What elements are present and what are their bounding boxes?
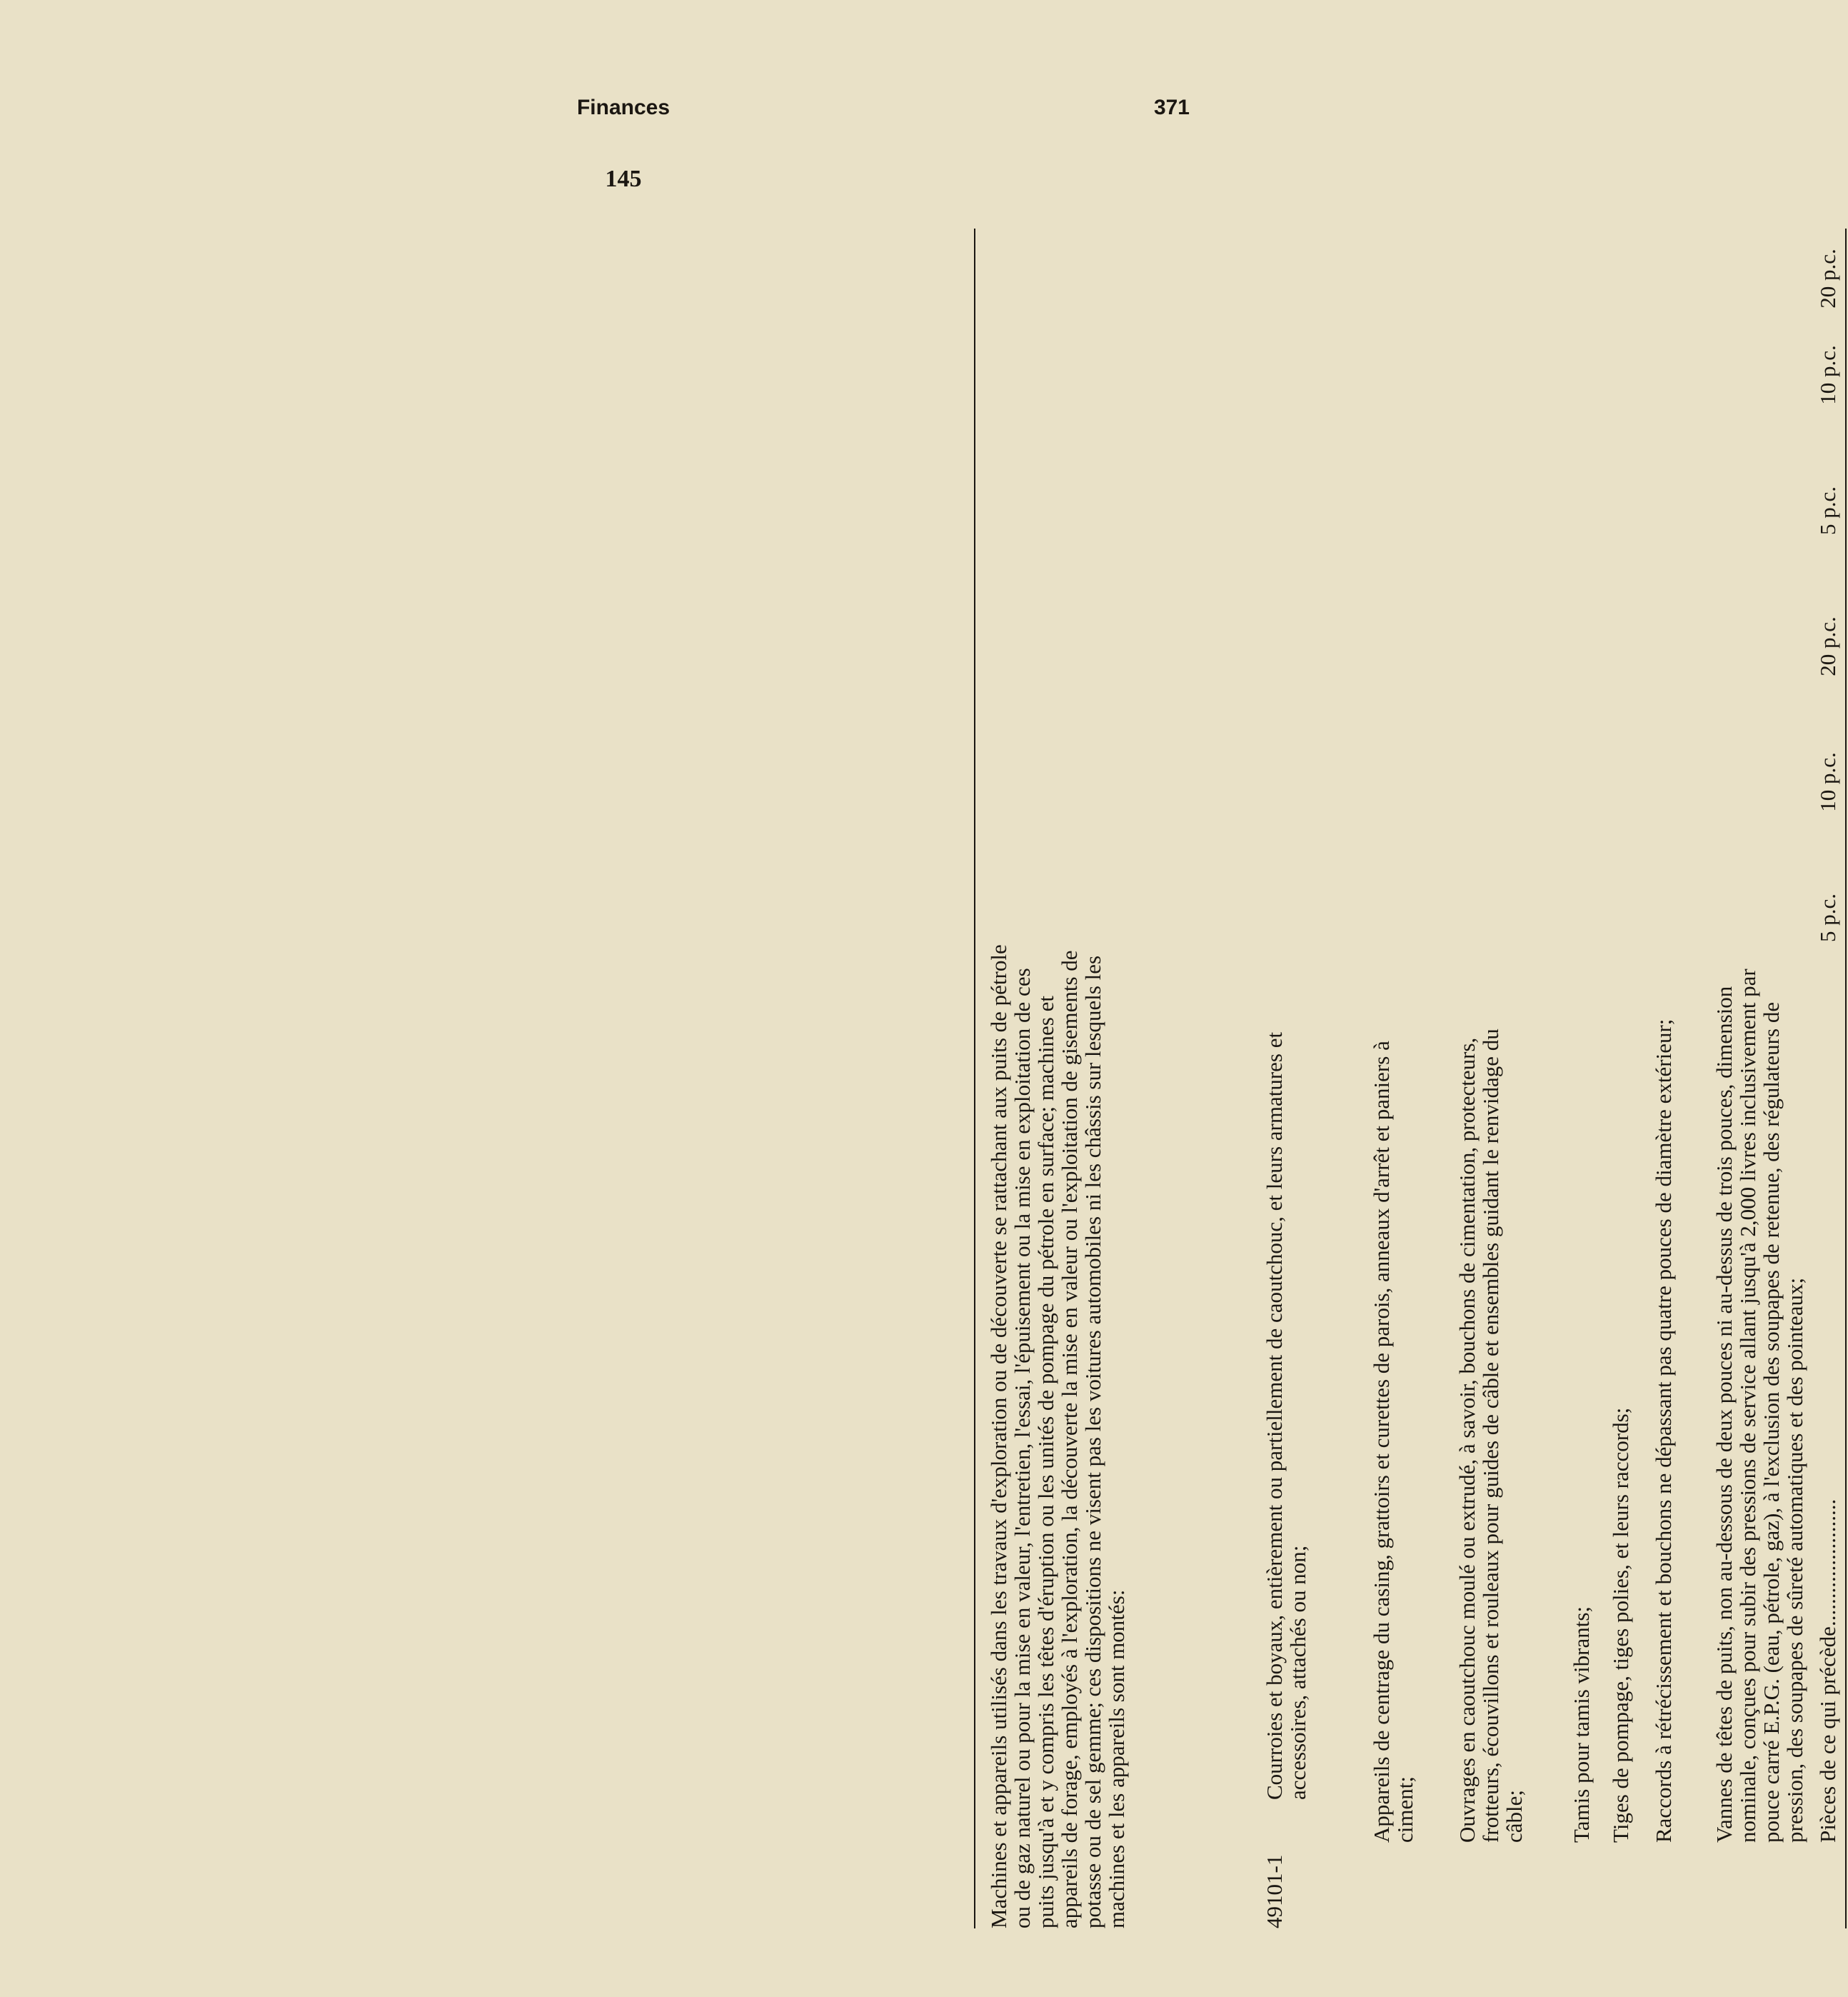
rate-cell: 10 p.c. xyxy=(1815,752,1840,812)
item-text: Ouvrages en caoutchouc moulé ou extrudé, à savoir, bouchons de cimentation, protecteurs, frotteurs, écouvillons et rouleaux pour guides de câble et ensembles guidant le renvidage du câble; xyxy=(1455,1028,1527,1843)
parts-label: Pièces de ce qui précède....................... xyxy=(1815,1498,1840,1843)
table-rule-top xyxy=(974,229,975,1928)
rotated-tariff-table xyxy=(970,229,1848,1928)
item-text: Raccords à rétrécissement et bouchons ne dépassant pas quatre pouces de diamètre extérieur; xyxy=(1651,1018,1676,1843)
item-text: Courroies et boyaux, entièrement ou partiellement de caoutchouc, et leurs armatures et accessoires, attachés ou non; xyxy=(1262,1031,1310,1800)
tariff-code: 49101-1 xyxy=(1262,1854,1287,1928)
rate-cell: 10 p.c. xyxy=(1815,345,1840,405)
rate-cell: 5 p.c. xyxy=(1815,486,1840,536)
section-number: 145 xyxy=(605,166,642,192)
rate-cell: 5 p.c. xyxy=(1815,894,1840,943)
rate-cell: 20 p.c. xyxy=(1815,616,1840,676)
item-text: Tiges de pompage, tiges polies, et leurs raccords; xyxy=(1608,1407,1633,1843)
page-number: 371 xyxy=(1153,96,1190,119)
running-header-title: Finances xyxy=(576,96,671,119)
table-intro-text: Machines et appareils utilisés dans les travaux d'exploration ou de découverte se rattachant aux puits de pétrole ou de gaz naturel ou pour la mise en valeur, l'entretien, l'essai, l'épuisement ou la mise en exploitation de ces puits jusqu'à et y compris les têtes d'éruption ou les unités de pompage du pétrole en surface; machines et appareils de forage, employés à l'exploration, la découverte la mise en valeur ou l'exploitation de gisements de potasse ou de sel gemme; ces dispositions ne visent pas les voitures automobiles ni les châssis sur lesquels les machines et les appareils sont montés: xyxy=(986,944,1129,1928)
rate-cell: 20 p.c. xyxy=(1815,249,1840,309)
item-text: Appareils de centrage du casing, grattoirs et curettes de parois, anneaux d'arrêt et paniers à ciment; xyxy=(1369,1041,1417,1843)
item-text: Vannes de têtes de puits, non au-dessous de deux pouces ni au-dessus de trois pouces, dimension nominale, conçues pour subir des pressions de service allant jusqu'à 2,000 livres inclusivement par pouce carré E.P.G. (eau, pétrole, gaz), à l'exclusion des soupapes de retenue, des régulateurs de pression, des soupapes de sûreté automatiques et des pointeaux; xyxy=(1712,969,1807,1843)
item-text: Tamis pour tamis vibrants; xyxy=(1569,1606,1594,1843)
table-rule-bottom xyxy=(1845,229,1847,1928)
